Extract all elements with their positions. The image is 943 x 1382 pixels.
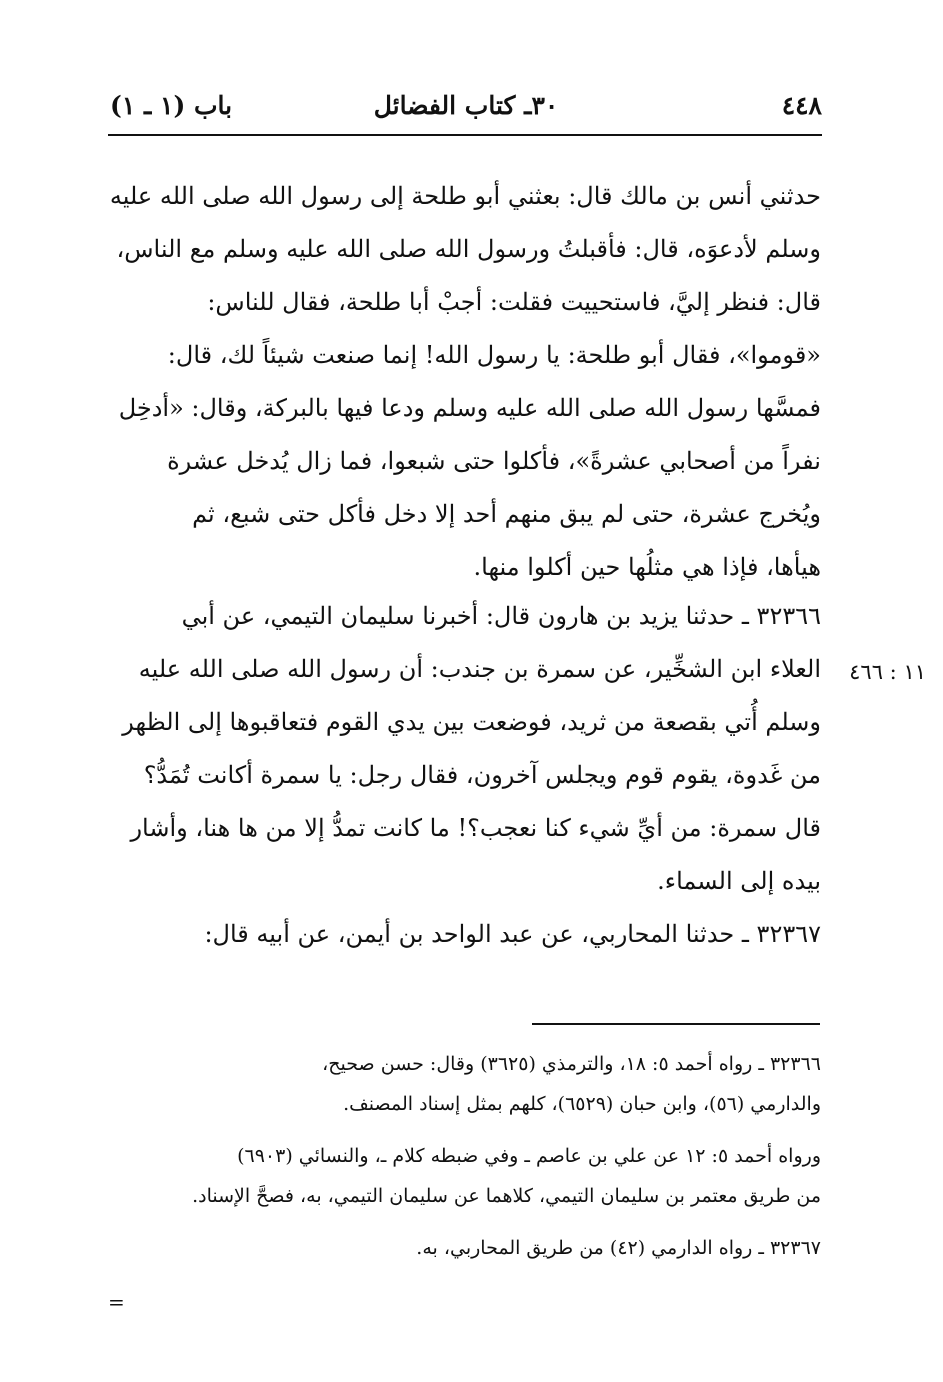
text-line: ٣٢٣٦٦ ـ حدثنا يزيد بن هارون قال: أخبرنا سليمان التيمي، عن أبي: [181, 602, 821, 630]
footnote-divider: [532, 1023, 820, 1025]
footnote-line: من طريق معتمر بن سليمان التيمي، كلاهما عن سليمان التيمي، به، فصحَّ الإسناد.: [192, 1185, 821, 1207]
text-line: قال سمرة: من أيِّ شيء كنا نعجب؟! ما كانت تمدُّ إلا من ها هنا، وأشار: [130, 814, 821, 842]
text-line: قال: فنظر إليَّ، فاستحييت فقلت: أجبْ أبا طلحة، فقال للناس:: [207, 288, 821, 316]
hadith-paragraph-32367: [108, 908, 821, 961]
margin-reference: ١١ : ٤٦٦: [849, 660, 926, 684]
footnotes: [108, 1044, 821, 1268]
footnote: [108, 1044, 821, 1124]
text-line: ويُخرج عشرة، حتى لم يبق منهم أحد إلا دخل فأكل حتى شبع، ثم: [192, 500, 821, 528]
text-line: هيأها، فإذا هي مثلُها حين أكلوا منها.: [473, 553, 821, 581]
footnote: [108, 1228, 821, 1268]
text-line: العلاء ابن الشخِّير، عن سمرة بن جندب: أن رسول الله صلى الله عليه: [138, 655, 821, 683]
footnote-line: ورواه أحمد ٥: ١٢ عن علي بن عاصم ـ وفي ضبطه كلام ـ، والنسائي (٦٩٠٣): [237, 1145, 821, 1167]
continuation-mark: =: [108, 1290, 125, 1314]
text-line: فمسَّها رسول الله صلى الله عليه وسلم ودعا فيها بالبركة، وقال: «أدخِل: [118, 394, 821, 422]
hadith-paragraph-32366: [108, 590, 821, 908]
footnote-line: والدارمي (٥٦)، وابن حبان (٦٥٢٩)، كلهم بمثل إسناد المصنف.: [343, 1093, 821, 1115]
hadith-paragraph-continued: [108, 170, 821, 594]
footnote-line: ٣٢٣٦٦ ـ رواه أحمد ٥: ١٨، والترمذي (٣٦٢٥) وقال: حسن صحيح،: [322, 1053, 821, 1075]
book-title: ٣٠ـ كتاب الفضائل: [373, 91, 559, 120]
chapter-reference: باب (١ ـ ١): [110, 91, 233, 120]
page-header: [110, 86, 822, 130]
text-line: «قوموا»، فقال أبو طلحة: يا رسول الله! إنما صنعت شيئاً لك، قال:: [167, 341, 821, 369]
text-line: وسلم لأدعوَه، قال: فأقبلتُ ورسول الله صلى الله عليه وسلم مع الناس،: [116, 235, 821, 263]
text-line: وسلم أُتي بقصعة من ثريد، فوضعت بين يدي القوم فتعاقبوها إلى الظهر: [122, 708, 821, 736]
text-line: من غَدوة، يقوم قوم ويجلس آخرون، فقال رجل: يا سمرة أكانت تُمَدُّ؟: [143, 761, 821, 789]
footnote: [108, 1136, 821, 1216]
page-number: ٤٤٨: [781, 91, 822, 120]
text-line: نفراً من أصحابي عشرةً»، فأكلوا حتى شبعوا، فما زال يُدخل عشرة: [167, 447, 821, 475]
header-divider: [108, 134, 822, 136]
text-line: بيده إلى السماء.: [657, 867, 821, 895]
text-line: حدثني أنس بن مالك قال: بعثني أبو طلحة إلى رسول الله صلى الله عليه: [109, 182, 821, 210]
text-line: ٣٢٣٦٧ ـ حدثنا المحاربي، عن عبد الواحد بن أيمن، عن أبيه قال:: [204, 920, 821, 948]
footnote-line: ٣٢٣٦٧ ـ رواه الدارمي (٤٢) من طريق المحاربي، به.: [416, 1237, 821, 1259]
